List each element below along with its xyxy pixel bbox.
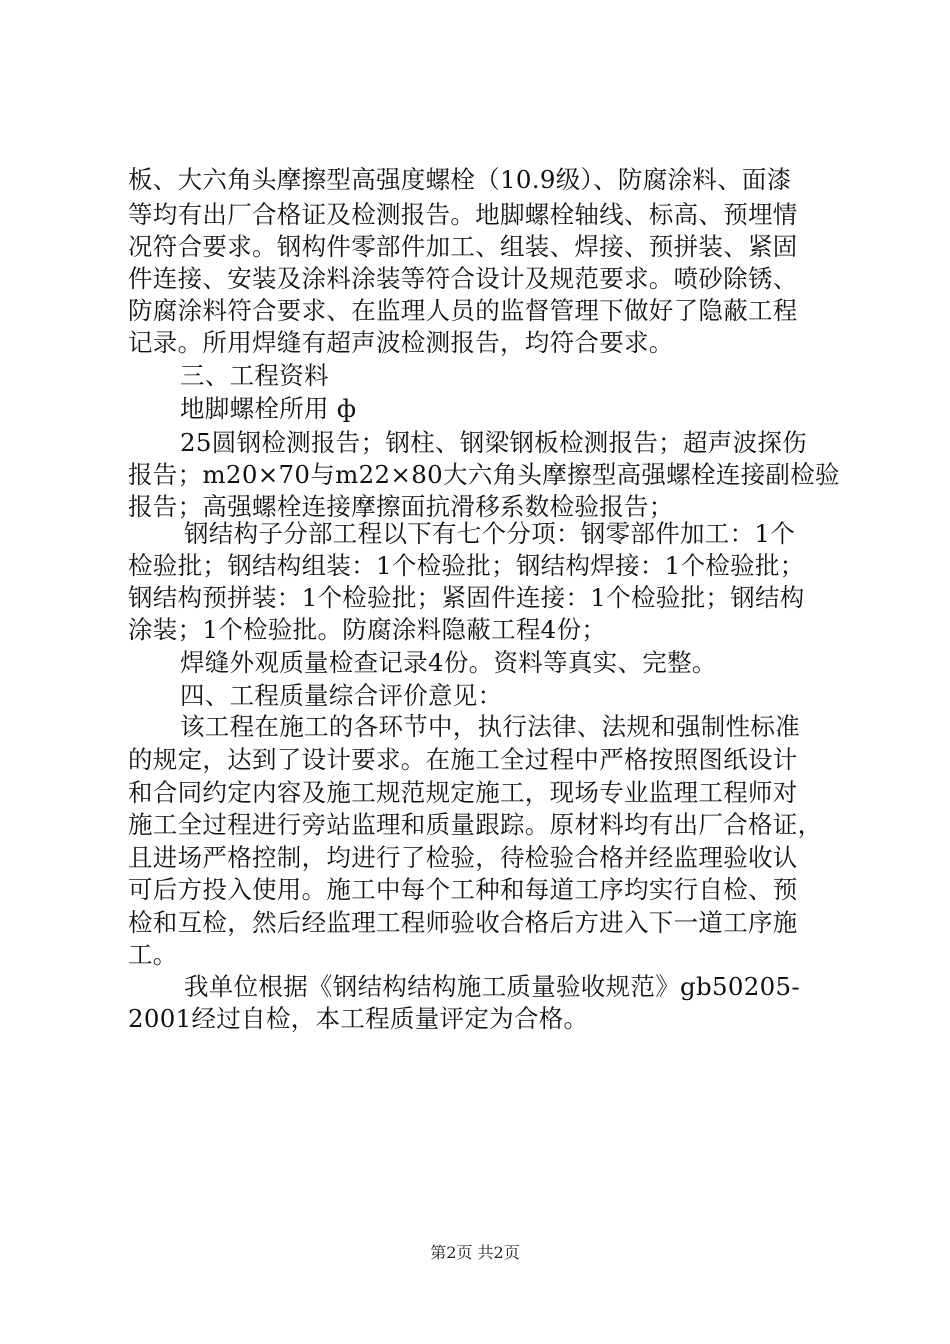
text-line: 可后方投入使用。施工中每个工种和每道工序均实行自检、预	[128, 875, 798, 904]
text-line: 2001经过自检，本工程质量评定为合格。	[128, 1004, 589, 1033]
text-line: 检验批；钢结构组装：1个检验批；钢结构焊接：1个检验批；	[128, 551, 805, 580]
text-line: 记录。所用焊缝有超声波检测报告，均符合要求。	[128, 328, 674, 357]
text-line: 况符合要求。钢构件零部件加工、组装、焊接、预拼装、紧固	[128, 232, 798, 261]
text-line: 该工程在施工的各环节中，执行法律、法规和强制性标准	[180, 712, 800, 741]
text-line: 检和互检，然后经监理工程师验收合格后方进入下一道工序施	[128, 908, 798, 937]
text-line: 施工全过程进行旁站监理和质量跟踪。原材料均有出厂合格证，	[128, 810, 823, 839]
text-line: 地脚螺栓所用 ф	[180, 394, 357, 423]
text-line: 防腐涂料符合要求、在监理人员的监督管理下做好了隐蔽工程	[128, 296, 798, 325]
text-line: 且进场严格控制，均进行了检验，待检验合格并经监理验收认	[128, 843, 798, 872]
text-line: 焊缝外观质量检查记录4份。资料等真实、完整。	[180, 648, 717, 677]
text-line: 件连接、安装及涂料涂装等符合设计及规范要求。喷砂除锈、	[128, 264, 798, 293]
text-line: 报告；高强螺栓连接摩擦面抗滑移系数检验报告；	[128, 492, 674, 521]
text-line: 四、工程质量综合评价意见：	[180, 681, 503, 710]
text-line: 等均有出厂合格证及检测报告。地脚螺栓轴线、标高、预埋情	[128, 200, 798, 229]
text-line: 和合同约定内容及施工规范规定施工，现场专业监理工程师对	[128, 778, 798, 807]
text-line: 报告；m20×70与m22×80大六角头摩擦型高强螺栓连接副检验	[128, 460, 840, 489]
text-line: 25圆钢检测报告；钢柱、钢梁钢板检测报告；超声波探伤	[180, 428, 807, 457]
text-line: 钢结构子分部工程以下有七个分项：钢零部件加工：1个	[184, 519, 796, 548]
text-line: 三、工程资料	[180, 361, 329, 390]
text-line: 的规定，达到了设计要求。在施工全过程中严格按照图纸设计	[128, 745, 798, 774]
text-line: 板、大六角头摩擦型高强度螺栓（10.9级）、防腐涂料、面漆	[128, 165, 792, 194]
text-line: 钢结构预拼装：1个检验批；紧固件连接：1个检验批；钢结构	[128, 583, 805, 612]
text-line: 涂装；1个检验批。防腐涂料隐蔽工程4份；	[128, 615, 607, 644]
page-footer: 第2页 共2页	[430, 1243, 520, 1262]
text-line: 工。	[128, 940, 178, 969]
text-line: 我单位根据《钢结构结构施工质量验收规范》gb50205-	[184, 972, 800, 1001]
